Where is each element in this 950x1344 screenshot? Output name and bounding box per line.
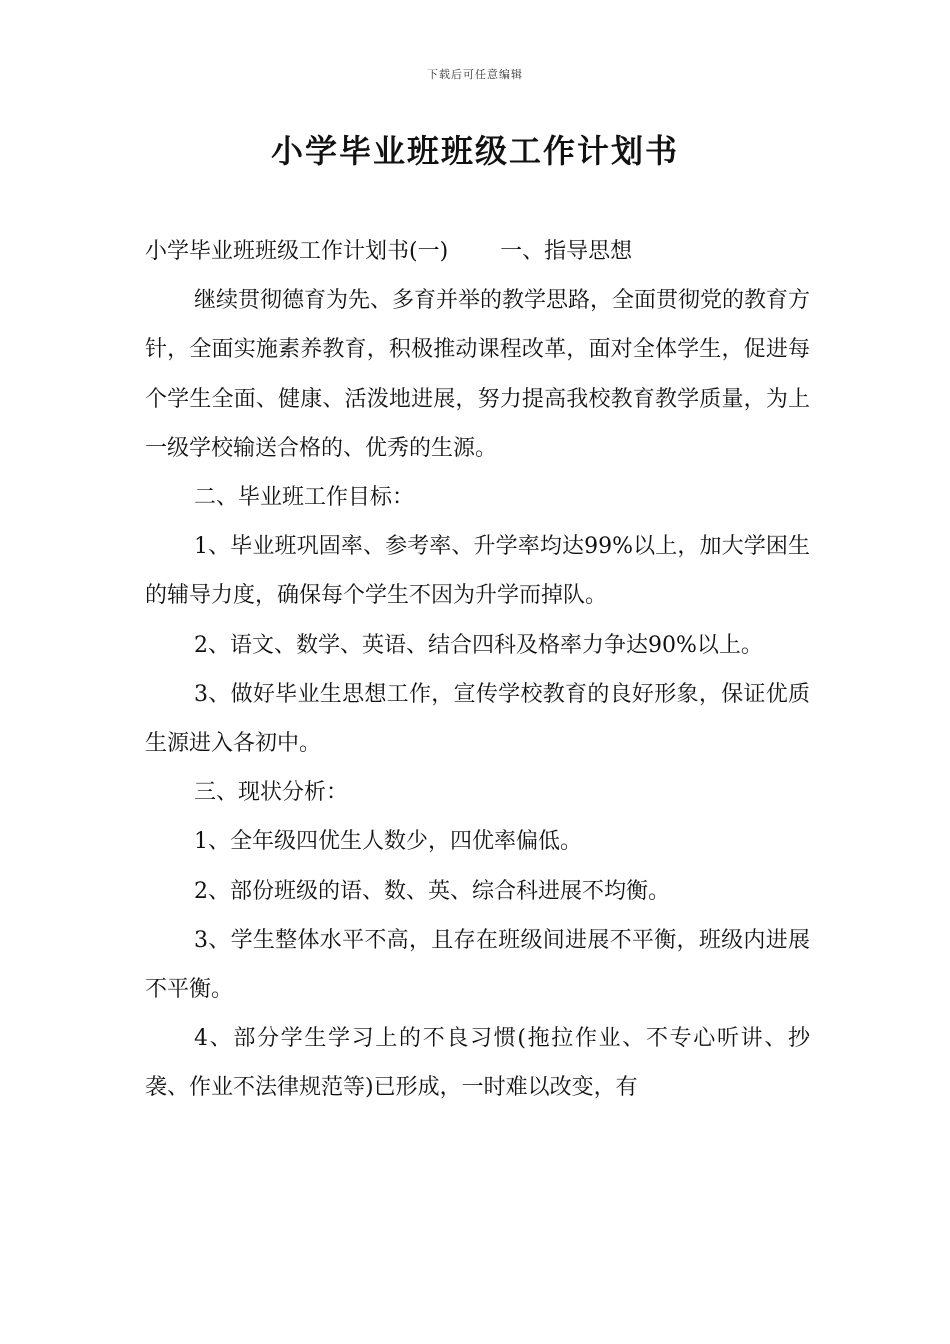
paragraph-section-three-heading: 三、现状分析： [194, 780, 349, 806]
section-heading-line [145, 227, 810, 276]
paragraph-goal-3: 3、做好毕业生思想工作，宣传学校教育的良好形象，保证优质生源进入各初中。 [145, 681, 810, 757]
header-note: 下载后可任意编辑 [427, 68, 523, 81]
paragraph-goal-1: 1、毕业班巩固率、参考率、升学率均达99%以上，加大学困生的辅导力度，确保每个学生不因为升学而掉队。 [145, 534, 810, 609]
paragraph-guiding-thought: 继续贯彻德育为先、多育并举的教学思路，全面贯彻党的教育方针，全面实施素养教育，积极推动课程改革，面对全体学生，促进每个学生全面、健康、活泼地进展，努力提高我校教育教学质量，为上一级学校输送合格的、优秀的生源。 [145, 288, 811, 461]
subtitle-text: 小学毕业班班级工作计划书(一) [145, 239, 449, 264]
paragraph-analysis-2: 2、部份班级的语、数、英、综合科进展不均衡。 [194, 878, 670, 904]
paragraph-analysis-1: 1、全年级四优生人数少，四优率偏低。 [194, 829, 582, 855]
paragraph-analysis-4: 4、部分学生学习上的不良习惯(拖拉作业、不专心听讲、抄袭、作业不法律规范等)已形成，一时难以改变，有 [145, 1026, 810, 1101]
document-body [145, 227, 810, 1113]
section-one-heading: 一、指导思想 [500, 239, 633, 264]
paragraph-goal-2: 2、语文、数学、英语、结合四科及格率力争达90%以上。 [194, 632, 763, 658]
paragraph-analysis-3: 3、学生整体水平不高，且存在班级间进展不平衡，班级内进展不平衡。 [145, 927, 810, 1003]
document-title: 小学毕业班班级工作计划书 [270, 132, 679, 170]
paragraph-section-two-heading: 二、毕业班工作目标： [194, 485, 415, 511]
